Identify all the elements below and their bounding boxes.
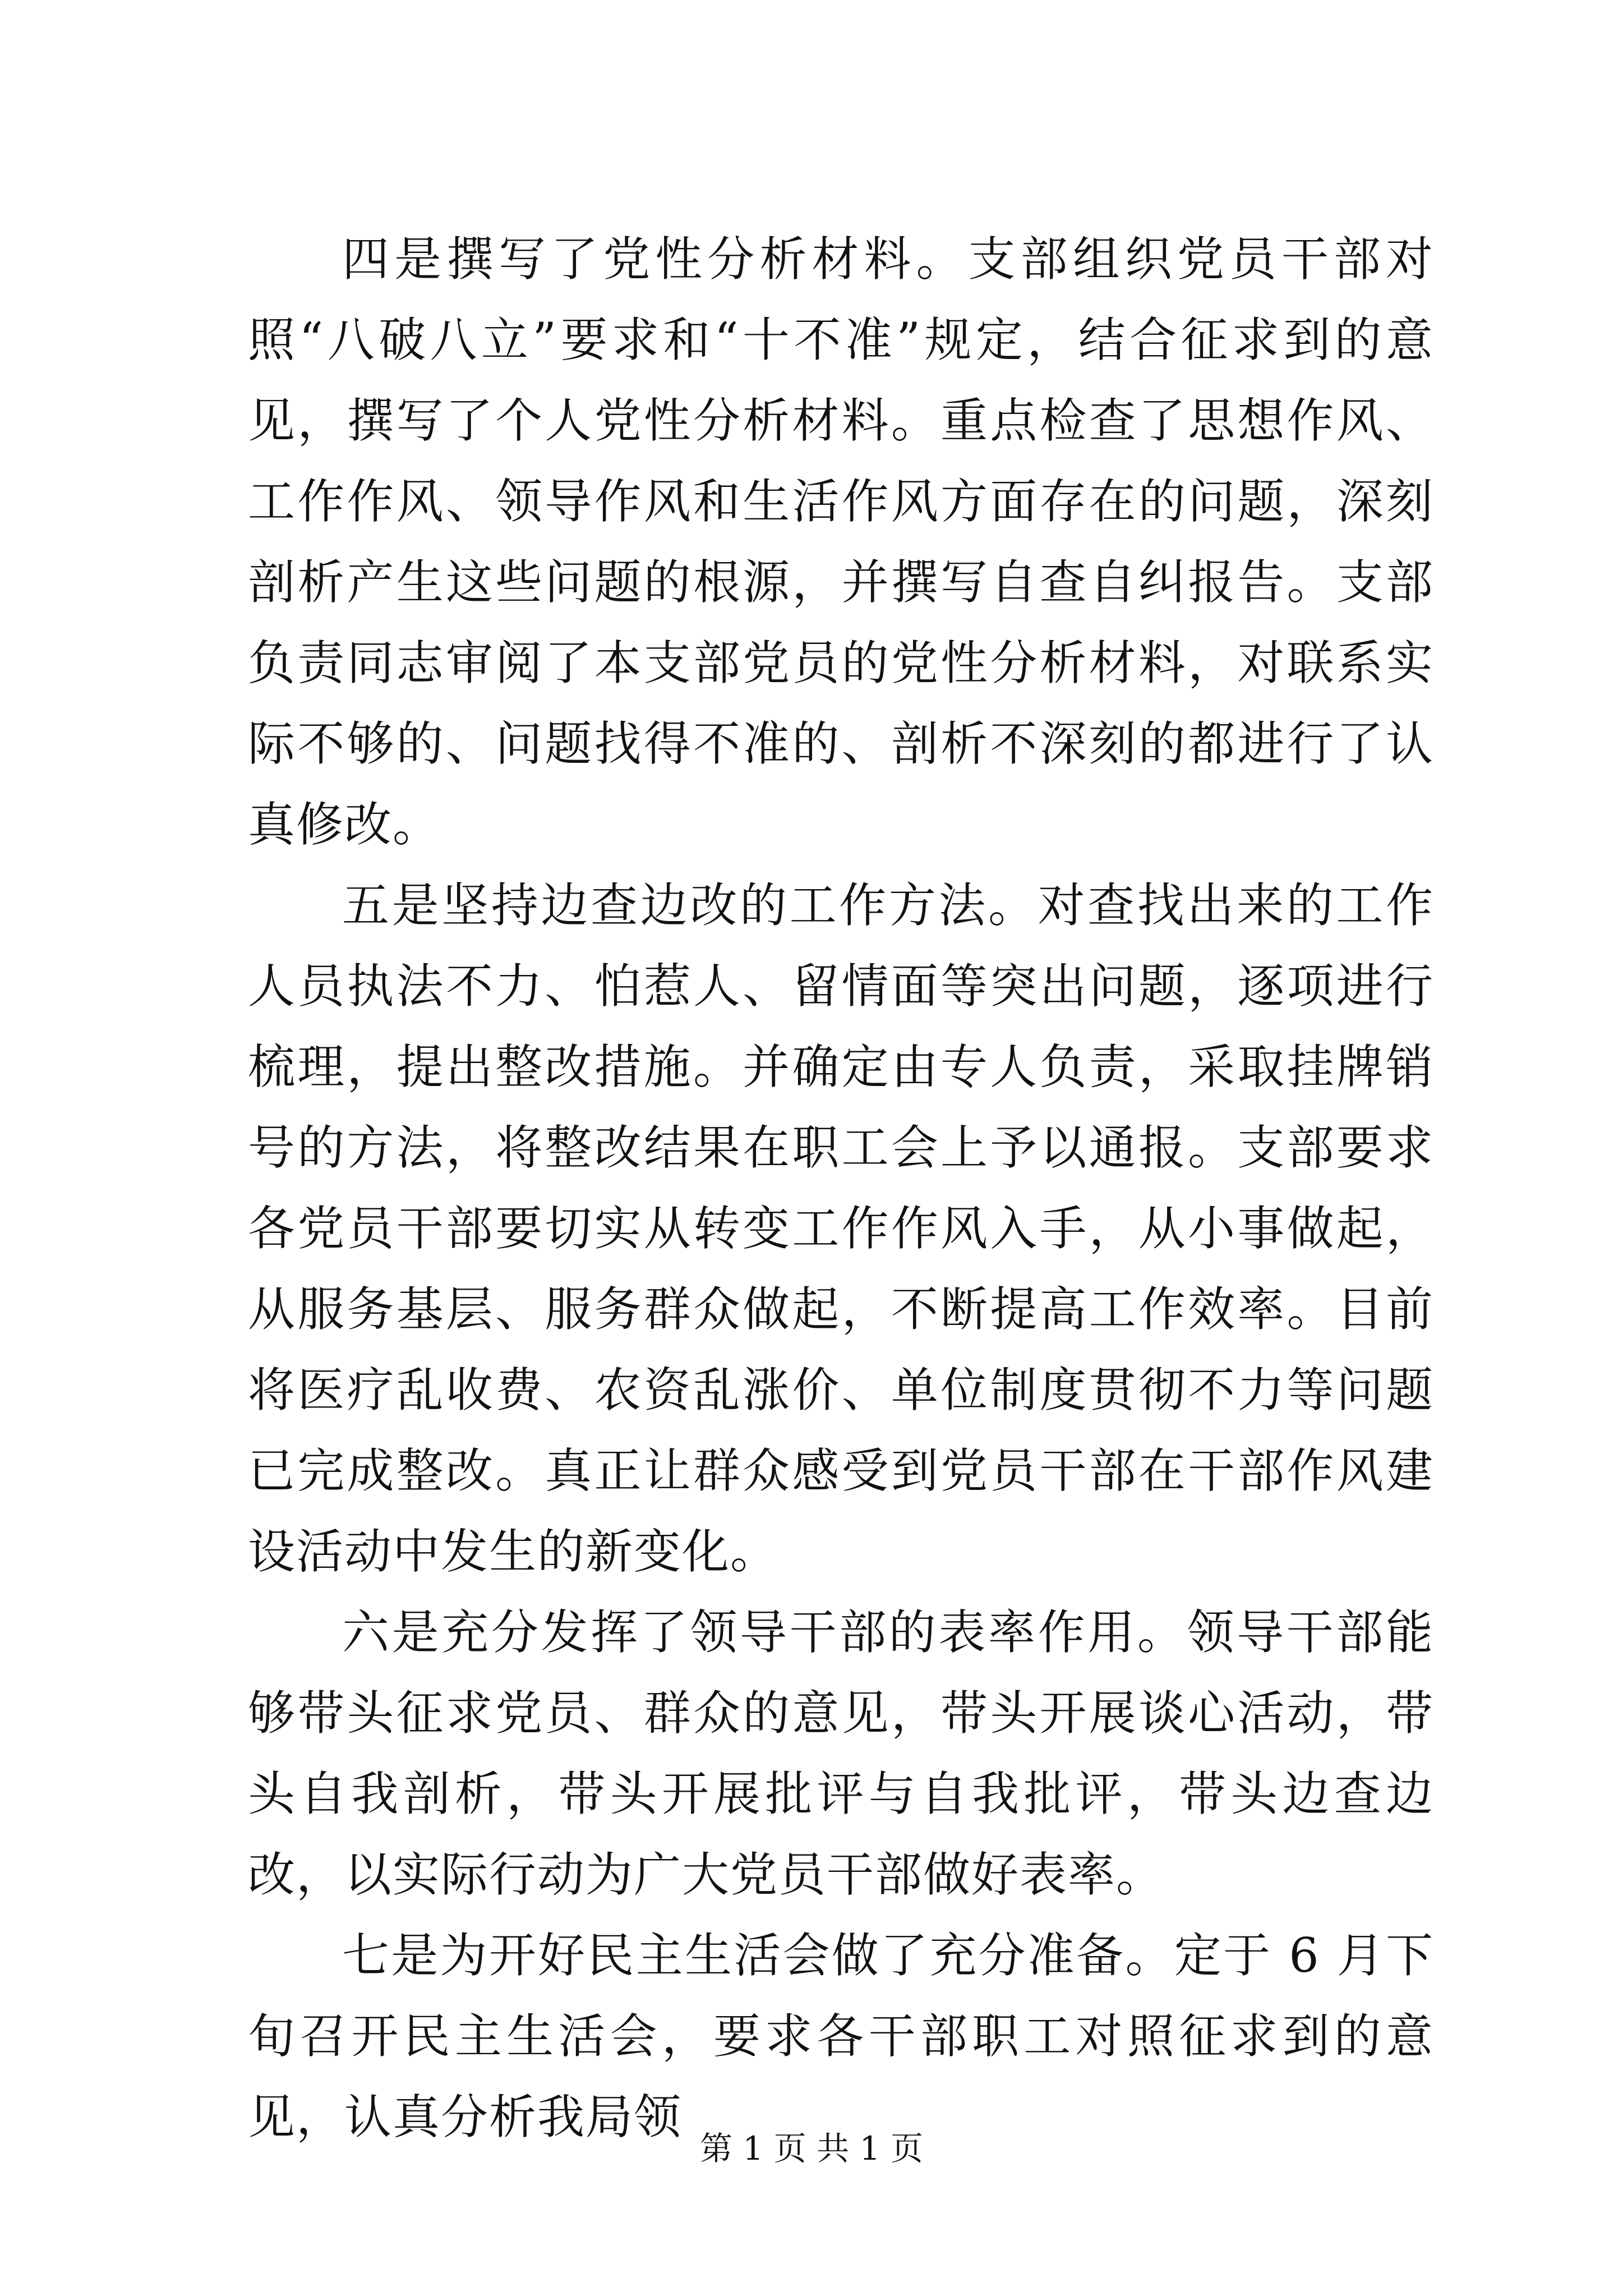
page-footer: [0, 2126, 1623, 2171]
paragraph-7: 七是为开好民主生活会做了充分准备。定于 6 月下旬召开民主生活会，要求各干部职工对照征求到的意见，认真分析我局领: [248, 1928, 1434, 2145]
page-number: 第 1 页 共 1 页: [700, 2129, 923, 2168]
paragraph-6: 六是充分发挥了领导干部的表率作用。领导干部能够带头征求党员、群众的意见，带头开展谈心活动，带头自我剖析，带头开展批评与自我批评，带头边查边改，以实际行动为广大党员干部做好表率。: [248, 1605, 1434, 1902]
paragraph-5: 五是坚持边查边改的工作方法。对查找出来的工作人员执法不力、怕惹人、留情面等突出问题，逐项进行梳理，提出整改措施。并确定由专人负责，采取挂牌销号的方法，将整改结果在职工会上予以通报。支部要求各党员干部要切实从转变工作作风入手，从小事做起，从服务基层、服务群众做起，不断提高工作效率。目前将医疗乱收费、农资乱涨价、单位制度贯彻不力等问题已完成整改。真正让群众感受到党员干部在干部作风建设活动中发生的新变化。: [248, 878, 1434, 1579]
document-body: [248, 219, 1434, 2157]
paragraph-4: 四是撰写了党性分析材料。支部组织党员干部对照“八破八立”要求和“十不准”规定，结合征求到的意见，撰写了个人党性分析材料。重点检查了思想作风、工作作风、领导作风和生活作风方面存在的问题，深刻剖析产生这些问题的根源，并撰写自查自纠报告。支部负责同志审阅了本支部党员的党性分析材料，对联系实际不够的、问题找得不准的、剖析不深刻的都进行了认真修改。: [248, 232, 1434, 852]
